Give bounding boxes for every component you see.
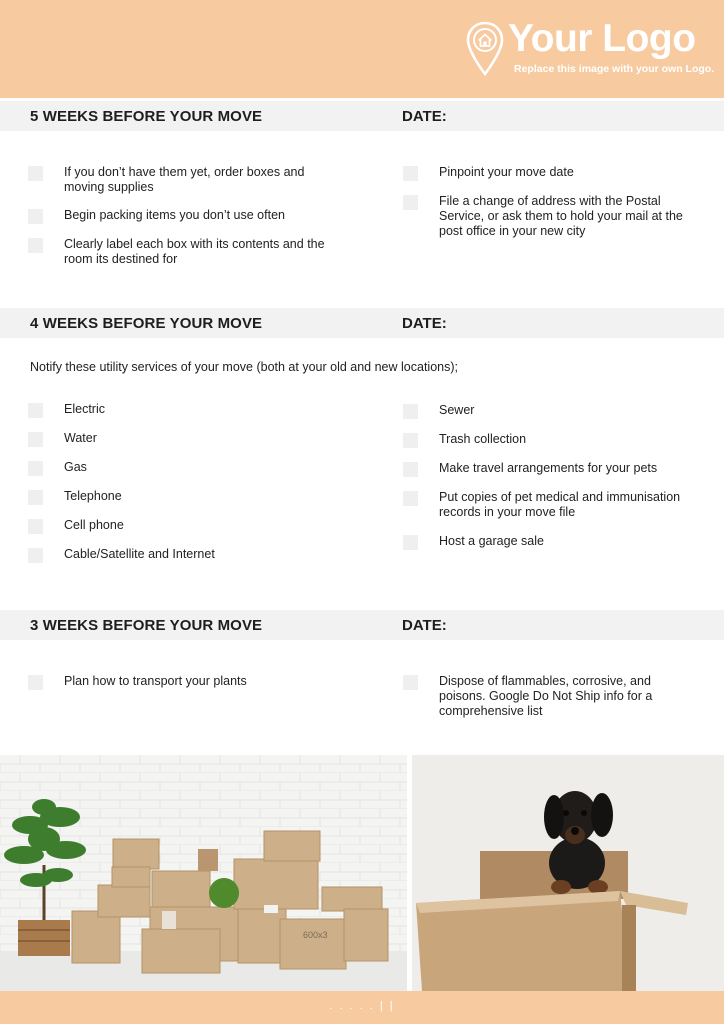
checkbox[interactable]: [403, 404, 418, 419]
checklist-item-text: Clearly label each box with its contents and the room its destined for: [64, 237, 325, 266]
checklist-item-text: Begin packing items you don’t use often: [64, 208, 285, 222]
date-label: DATE:: [402, 617, 447, 634]
checklist-item-text: Put copies of pet medical and immunisation records in your move file: [439, 490, 681, 519]
checklist-item-text: Water: [64, 431, 97, 445]
logo-subtitle: Replace this image with your own Logo.: [514, 63, 715, 75]
checkbox[interactable]: [403, 675, 418, 690]
checkbox[interactable]: [403, 195, 418, 210]
box-label: 600x3: [303, 930, 328, 940]
logo-title: Your Logo: [508, 17, 696, 60]
checkbox[interactable]: [28, 238, 43, 253]
page-indicator: . . . . . | |: [329, 1000, 395, 1012]
logo[interactable]: [466, 17, 715, 78]
checklist-item-text: Cell phone: [64, 518, 124, 532]
checklist-item-text: Trash collection: [439, 432, 527, 446]
section-header-4-weeks: [0, 308, 724, 338]
dog-in-box-photo: [412, 755, 724, 991]
checklist-item-text: Electric: [64, 402, 105, 416]
checklist-item-text: Sewer: [439, 403, 475, 417]
house-pin-icon: [466, 21, 504, 77]
checklist-item-text: Pinpoint your move date: [439, 165, 574, 179]
checkbox[interactable]: [28, 461, 43, 476]
section-title: 5 WEEKS BEFORE YOUR MOVE: [30, 108, 263, 125]
date-label: DATE:: [402, 108, 447, 125]
section-title: 4 WEEKS BEFORE YOUR MOVE: [30, 315, 263, 332]
checkbox[interactable]: [28, 519, 43, 534]
checklist-item-text: Gas: [64, 460, 87, 474]
checklist-item-text: Dispose of flammables, corrosive, and poisons. Google Do Not Ship info for a comprehensive list: [439, 674, 653, 718]
checkbox[interactable]: [403, 535, 418, 550]
footer-band: [0, 991, 724, 1024]
section-title: 3 WEEKS BEFORE YOUR MOVE: [30, 617, 263, 634]
header-band: [0, 0, 724, 98]
section-intro: Notify these utility services of your move (both at your old and new locations);: [30, 360, 458, 374]
checkbox[interactable]: [28, 166, 43, 181]
checkbox[interactable]: [28, 490, 43, 505]
checkbox[interactable]: [28, 209, 43, 224]
checklist-item-text: Plan how to transport your plants: [64, 674, 247, 688]
checkbox[interactable]: [403, 491, 418, 506]
checklist-item-text: Host a garage sale: [439, 534, 544, 548]
checklist-item-text: Telephone: [64, 489, 122, 503]
checkbox[interactable]: [403, 433, 418, 448]
checklist-item-text: If you don’t have them yet, order boxes and moving supplies: [64, 165, 305, 194]
moving-boxes-photo: [0, 755, 407, 991]
checklist-item-text: Cable/Satellite and Internet: [64, 547, 215, 561]
checkbox[interactable]: [28, 403, 43, 418]
checklist-item-text: File a change of address with the Postal Service, or ask them to hold your mail at the post office in your new city: [439, 194, 683, 238]
checkbox[interactable]: [28, 548, 43, 563]
checkbox[interactable]: [28, 432, 43, 447]
checkbox[interactable]: [403, 462, 418, 477]
section-header-3-weeks: [0, 610, 724, 640]
checkbox[interactable]: [28, 675, 43, 690]
checklist-item-text: Make travel arrangements for your pets: [439, 461, 658, 475]
section-header-5-weeks: [0, 101, 724, 131]
date-label: DATE:: [402, 315, 447, 332]
checkbox[interactable]: [403, 166, 418, 181]
